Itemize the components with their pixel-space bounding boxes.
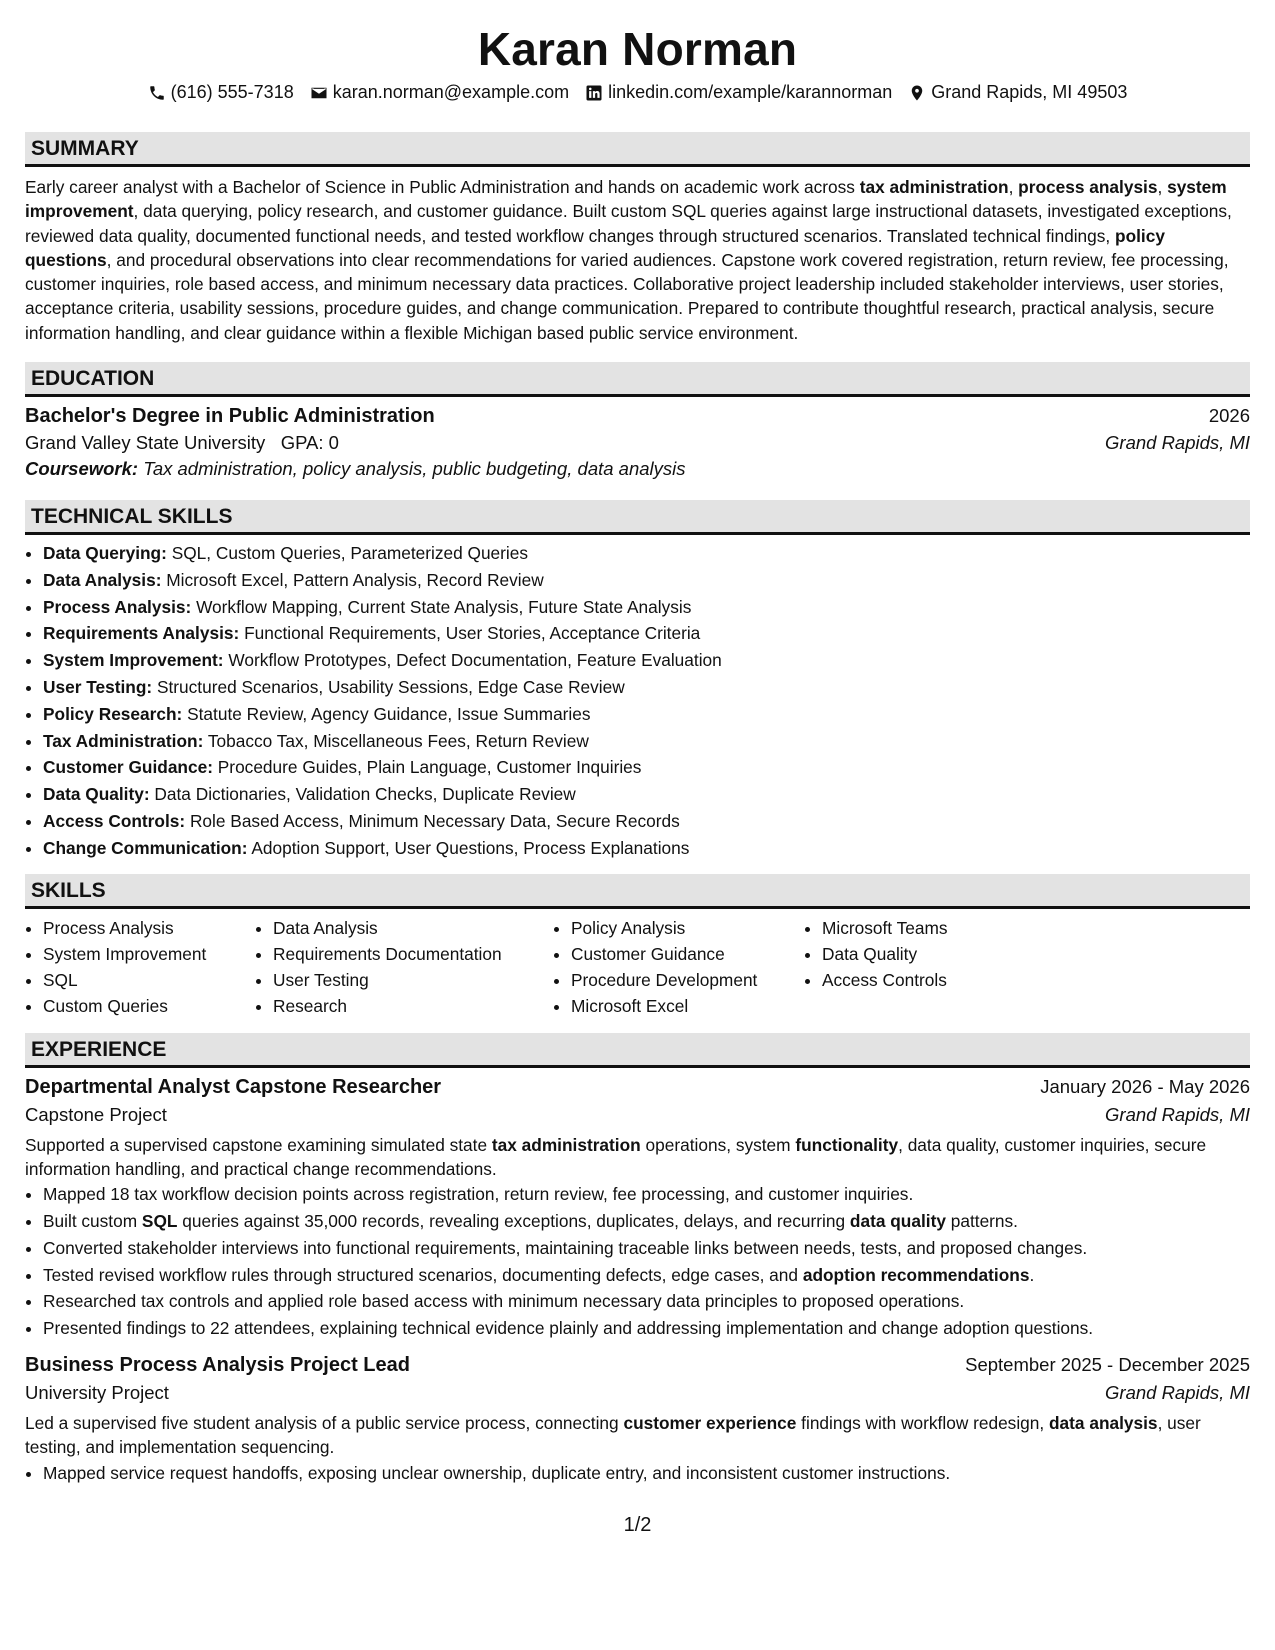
- skill-category: Change Communication:: [43, 837, 248, 858]
- technical-skill-item: [43, 540, 1250, 567]
- skill-values: Tobacco Tax, Miscellaneous Fees, Return Review: [207, 730, 589, 751]
- text-run: , and procedural observations into clear recommendations for varied audiences. Capstone work covered registration, return review, fee processing, customer inquiries, role based access, and minimum necessary data practices. Collaborative project leadership included stakeholder interviews, user stories, acceptance criteria, usability sessions, procedure guides, and change communication. Prepared to contribute thoughtful research, practical analysis, secure information handling, and clear guidance within a flexible Michigan based public service environment.: [25, 249, 1229, 343]
- section-heading: EXPERIENCE: [25, 1033, 1250, 1068]
- bold-text: tax administration: [859, 177, 1009, 197]
- text-run: Presented findings to 22 attendees, explaining technical evidence plainly and addressing implementation and change adoption questions.: [43, 1318, 1094, 1339]
- skill-values: Microsoft Excel, Pattern Analysis, Record Review: [166, 569, 544, 590]
- map-pin-icon: [908, 84, 926, 102]
- summary-section: [25, 132, 1250, 345]
- bold-text: process analysis: [1018, 177, 1158, 197]
- organization: Capstone Project: [25, 1103, 167, 1125]
- bold-text: functionality: [795, 1134, 899, 1155]
- contact-phone[interactable]: [148, 82, 294, 103]
- job-bullet: [43, 1288, 1250, 1315]
- email-text: karan.norman@example.com: [332, 82, 570, 102]
- skills-column: [553, 915, 804, 1019]
- job-summary: [25, 1133, 1250, 1182]
- text-run: ,: [1157, 177, 1168, 197]
- skill-item: • Requirements Documentation: [273, 941, 553, 967]
- skills-column: [25, 915, 255, 1019]
- skill-category: Data Querying:: [43, 543, 167, 564]
- education-row-1: [25, 405, 1250, 428]
- experience-entry: [25, 1354, 1250, 1486]
- skill-item: • System Improvement: [43, 941, 255, 967]
- text-run: Led a supervised five student analysis of a public service process, connecting: [25, 1413, 624, 1434]
- technical-skill-item: [43, 567, 1250, 594]
- skill-values: SQL, Custom Queries, Parameterized Queries: [171, 543, 529, 564]
- section-heading: TECHNICAL SKILLS: [25, 500, 1250, 535]
- skill-category: Requirements Analysis:: [43, 623, 240, 644]
- job-summary: [25, 1411, 1250, 1460]
- technical-skill-item: [43, 620, 1250, 647]
- graduation-year: 2026: [1208, 405, 1250, 427]
- skill-item: • Customer Guidance: [571, 941, 804, 967]
- education-row-2: [25, 432, 1250, 454]
- job-bullets: [25, 1460, 1250, 1487]
- experience-header: [25, 1076, 1250, 1099]
- page-number: 1/2: [623, 1514, 652, 1536]
- section-heading: SKILLS: [25, 874, 1250, 909]
- coursework-text: Tax administration, policy analysis, public budgeting, data analysis: [143, 458, 686, 480]
- technical-skill-item: [43, 701, 1250, 728]
- technical-skills-section: [25, 500, 1250, 862]
- bold-text: customer experience: [623, 1413, 797, 1434]
- job-bullet: [43, 1208, 1250, 1235]
- linkedin-text: linkedin.com/example/karannorman: [608, 82, 893, 102]
- text-run: queries against 35,000 records, revealing exceptions, duplicates, delays, and recurring: [177, 1211, 850, 1232]
- skill-values: Structured Scenarios, Usability Sessions, Edge Case Review: [156, 677, 625, 698]
- education-section: [25, 362, 1250, 480]
- bold-text: system improvement: [25, 177, 1227, 222]
- text-run: ,: [1008, 177, 1019, 197]
- school-name: Grand Valley State University: [25, 432, 266, 454]
- coursework-label: Coursework:: [25, 458, 139, 480]
- contact-email[interactable]: [310, 82, 569, 103]
- text-run: operations, system: [640, 1134, 796, 1155]
- bold-text: policy questions: [25, 225, 1165, 270]
- technical-skill-item: [43, 728, 1250, 755]
- bold-text: adoption recommendations: [802, 1264, 1030, 1285]
- skills-section: [25, 874, 1250, 1019]
- skill-item: • Data Analysis: [273, 915, 553, 941]
- technical-skill-item: [43, 647, 1250, 674]
- section-heading: EDUCATION: [25, 362, 1250, 397]
- summary-text: [25, 175, 1250, 345]
- job-bullet: [43, 1235, 1250, 1262]
- technical-skill-item: [43, 808, 1250, 835]
- school-line: [25, 432, 339, 454]
- skill-category: Policy Research:: [43, 703, 183, 724]
- text-run: Supported a supervised capstone examining simulated state: [25, 1134, 492, 1155]
- skill-category: Process Analysis:: [43, 596, 192, 617]
- skill-values: Workflow Prototypes, Defect Documentation, Feature Evaluation: [228, 650, 722, 671]
- text-run: Mapped service request handoffs, exposing unclear ownership, duplicate entry, and inconsistent customer instructions.: [43, 1462, 951, 1483]
- experience-section: [25, 1033, 1250, 1487]
- skill-category: User Testing:: [43, 677, 153, 698]
- contact-bar: [25, 82, 1250, 103]
- skill-values: Functional Requirements, User Stories, Acceptance Criteria: [244, 623, 701, 644]
- job-title: Departmental Analyst Capstone Researcher: [25, 1075, 442, 1098]
- organization: University Project: [25, 1382, 169, 1404]
- resume-page: [25, 0, 1250, 1486]
- text-run: .: [1029, 1264, 1035, 1285]
- degree-title: Bachelor's Degree in Public Administration: [25, 405, 435, 428]
- skill-values: Statute Review, Agency Guidance, Issue Summaries: [187, 703, 591, 724]
- skill-item: • User Testing: [273, 967, 553, 993]
- skill-item: • Access Controls: [822, 967, 1062, 993]
- skills-grid: [25, 915, 1250, 1019]
- skill-category: Access Controls:: [43, 811, 186, 832]
- skill-values: Adoption Support, User Questions, Process Explanations: [251, 837, 690, 858]
- text-run: Researched tax controls and applied role based access with minimum necessary data principles to proposed operations.: [43, 1291, 965, 1312]
- coursework-line: [25, 458, 1250, 480]
- technical-skill-item: [43, 754, 1250, 781]
- skill-item: • Procedure Development: [571, 967, 804, 993]
- skill-item: • Data Quality: [822, 941, 1062, 967]
- skill-item: • Policy Analysis: [571, 915, 804, 941]
- skill-values: Role Based Access, Minimum Necessary Data, Secure Records: [189, 811, 680, 832]
- job-title: Business Process Analysis Project Lead: [25, 1354, 410, 1377]
- text-run: patterns.: [945, 1211, 1018, 1232]
- skills-column: [255, 915, 553, 1019]
- experience-header: [25, 1354, 1250, 1377]
- technical-skill-item: [43, 781, 1250, 808]
- skill-category: Customer Guidance:: [43, 757, 213, 778]
- text-run: Converted stakeholder interviews into functional requirements, maintaining traceable links between needs, tests, and proposed changes.: [43, 1237, 1088, 1258]
- bold-text: data analysis: [1049, 1413, 1158, 1434]
- skill-values: Data Dictionaries, Validation Checks, Duplicate Review: [154, 784, 576, 805]
- bold-text: SQL: [141, 1211, 178, 1232]
- text-run: Early career analyst with a Bachelor of Science in Public Administration and hands on academic work across: [25, 177, 860, 197]
- job-bullets: [25, 1181, 1250, 1342]
- skill-category: Data Analysis:: [43, 569, 162, 590]
- job-bullet: [43, 1460, 1250, 1487]
- contact-linkedin[interactable]: [585, 82, 892, 103]
- bold-text: data quality: [849, 1211, 946, 1232]
- job-dates: January 2026 - May 2026: [1040, 1075, 1250, 1097]
- section-heading: SUMMARY: [25, 132, 1250, 167]
- bold-text: tax administration: [491, 1134, 641, 1155]
- skill-category: System Improvement:: [43, 650, 224, 671]
- school-location: Grand Rapids, MI: [1105, 432, 1250, 454]
- skill-item: • Custom Queries: [43, 993, 255, 1019]
- text-run: findings with workflow redesign,: [796, 1413, 1049, 1434]
- text-run: Tested revised workflow rules through structured scenarios, documenting defects, edge cases, and: [43, 1264, 803, 1285]
- job-bullet: [43, 1262, 1250, 1289]
- skill-values: Procedure Guides, Plain Language, Customer Inquiries: [217, 757, 642, 778]
- skill-item: • Process Analysis: [43, 915, 255, 941]
- text-run: Built custom: [43, 1211, 142, 1232]
- job-location: Grand Rapids, MI: [1105, 1103, 1250, 1125]
- job-location: Grand Rapids, MI: [1105, 1382, 1250, 1404]
- location-text: Grand Rapids, MI 49503: [931, 82, 1128, 102]
- envelope-icon: [310, 84, 328, 102]
- technical-skill-item: [43, 835, 1250, 862]
- skill-category: Data Quality:: [43, 784, 150, 805]
- phone-icon: [148, 84, 166, 102]
- technical-skill-item: [43, 594, 1250, 621]
- contact-location: [908, 82, 1127, 103]
- text-run: , data querying, policy research, and customer guidance. Built custom SQL queries against large instructional datasets, investigated exceptions, reviewed data quality, documented functional needs, and tested workflow changes through structured scenarios. Translated technical findings,: [25, 201, 1232, 246]
- phone-text: (616) 555-7318: [170, 82, 294, 102]
- text-run: , user testing, and implementation sequencing.: [25, 1413, 1201, 1458]
- skill-item: • SQL: [43, 967, 255, 993]
- candidate-name: Karan Norman: [477, 23, 798, 75]
- technical-skills-list: [25, 540, 1250, 862]
- experience-subheader: [25, 1382, 1250, 1404]
- job-bullet: [43, 1315, 1250, 1342]
- skills-column: [804, 915, 1062, 1019]
- experience-subheader: [25, 1104, 1250, 1126]
- skill-item: • Research: [273, 993, 553, 1019]
- job-bullet: [43, 1181, 1250, 1208]
- linkedin-icon: [585, 84, 603, 102]
- skill-values: Workflow Mapping, Current State Analysis, Future State Analysis: [196, 596, 692, 617]
- skill-category: Tax Administration:: [43, 730, 204, 751]
- skill-item: • Microsoft Excel: [571, 993, 804, 1019]
- gpa: GPA: 0: [280, 432, 339, 454]
- text-run: , data quality, customer inquiries, secure information handling, and practical change recommendations.: [25, 1134, 1207, 1179]
- skill-item: • Microsoft Teams: [822, 915, 1062, 941]
- job-dates: September 2025 - December 2025: [965, 1354, 1250, 1376]
- experience-entry: [25, 1076, 1250, 1342]
- text-run: Mapped 18 tax workflow decision points across registration, return review, fee processing, and customer inquiries.: [43, 1184, 914, 1205]
- experience-list: [25, 1076, 1250, 1487]
- technical-skill-item: [43, 674, 1250, 701]
